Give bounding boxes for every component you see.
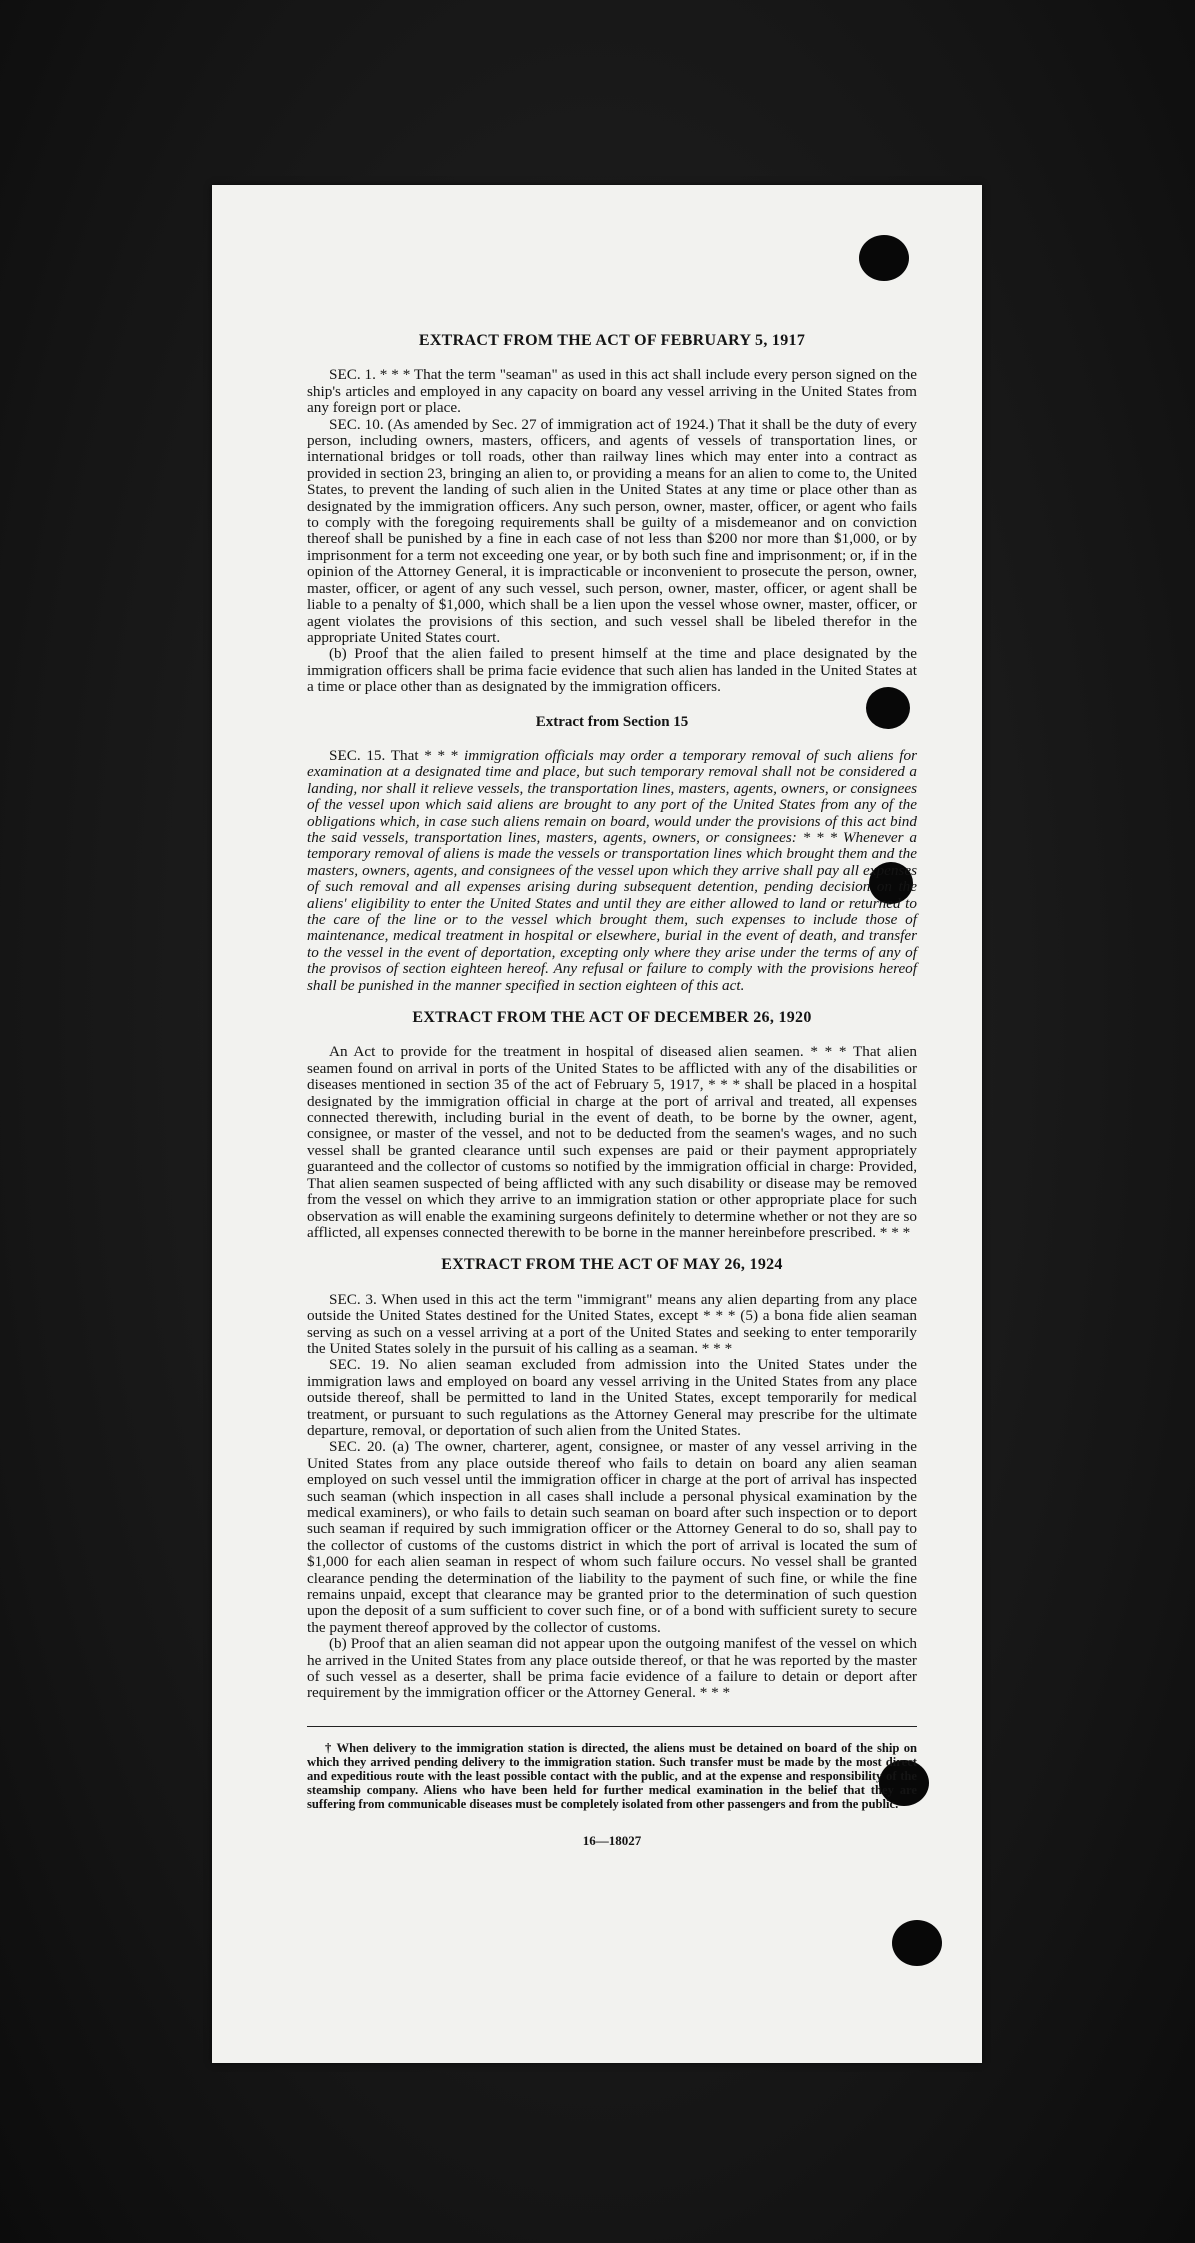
act-1920-paragraph: An Act to provide for the treatment in hospital of diseased alien seamen. * * * That alien seamen found on arrival in ports of the United States to be afflicted with any of the disabilities or diseases mentioned in section 35 of the act of February 5, 1917, * * * shall be placed in a hospital designated by the immigration official in charge at the port of arrival and treated, all expenses connected therewith, including burial in the event of death, to be borne by the owner, agent, consignee, or master of the vessel, and not to be deducted from the seamen's wages, and no such vessel shall be granted clearance until such expenses are paid or their payment appropriately guaranteed and the collector of customs so notified by the immigration official in charge: Provided, That alien seamen suspected of being afflicted with any such disability or disease may be removed from the vessel on which they arrive to an immigration station or other appropriate place for such observation as will enable the examining surgeons definitely to determine whether or not they are so afflicted, all expenses connected therewith to be borne in the manner hereinbefore prescribed. * * * — [307, 1043, 917, 1241]
punch-hole-bottom — [892, 1920, 942, 1966]
section-1924 — [307, 1292, 917, 1702]
section-1920 — [307, 1044, 917, 1241]
footnote: † When delivery to the immigration station is directed, the aliens must be detained on board of the ship on which they arrived pending delivery to the immigration station. Such transfer must be made by the most direct and expeditious route with the least possible contact with the public, and at the expense and responsibility of the steamship company. Aliens who have been held for further medical examination in the belief that they are suffering from communicable diseases must be completely isolated from other passengers and from the public. — [307, 1740, 917, 1811]
sec-3-paragraph: SEC. 3. When used in this act the term "immigrant" means any alien departing from any place outside the United States destined for the United States, except * * * (5) a bona fide alien seaman serving as such on a vessel arriving at a port of the United States and seeking to enter temporarily the United States solely in the pursuit of his calling as a seaman. * * * — [307, 1290, 917, 1357]
heading-act-1920: EXTRACT FROM THE ACT OF DECEMBER 26, 1920 — [412, 1009, 812, 1027]
page-number: 16—18027 — [582, 1832, 642, 1848]
punch-hole-top — [859, 235, 909, 281]
sec-1-paragraph: SEC. 1. * * * That the term "seaman" as used in this act shall include every person signed on the ship's articles and employed in any capacity on board any vessel arriving in the United States from any foreign port or place. — [307, 366, 917, 417]
section-15 — [307, 748, 917, 994]
sec-19-paragraph: SEC. 19. No alien seaman excluded from admission into the United States under the immigration laws and employed on board any vessel arriving in the United States from any place outside thereof, shall be permitted to land in the United States, except temporarily for medical treatment, or pursuant to such regulations as the Attorney General may prescribe for the ultimate departure, removal, or deportation of such alien from the United States. — [307, 1356, 917, 1439]
footnote-divider — [307, 1726, 917, 1727]
sec-15-paragraph — [307, 748, 917, 994]
sec-15-text: immigration officials may order a temporary removal of such aliens for examination at a designated time and place, but such temporary removal shall not be considered a landing, nor shall it relieve vessels, the transportation lines, masters, agents, owners, or consignees of the vessel upon which said aliens are brought to any port of the United States from any of the obligations which, in case such aliens remain on board, would under the provisions of this act bind the said vessels, transportation lines, masters, agents, owners, or consignees: * * * Whenever a temporary removal of aliens is made the vessels or transportation lines which brought them and the masters, owners, agents, and consignees of the vessel upon which they arrive shall pay all expenses of such removal and all expenses arising during subsequent detention, pending decision on the aliens' eligibility to enter the United States and until they are either allowed to land or returned to the care of the line or to the vessel which brought them, such expenses to include those of maintenance, medical treatment in hospital or elsewhere, burial in the event of death, and transfer to the vessel in the event of deportation, excepting only where they arise under the terms of any of the provisos of section eighteen hereof. Any refusal or failure to comply with the provisions hereof shall be punished in the manner specified in section eighteen of this act. — [307, 746, 917, 994]
sec-20-paragraph: SEC. 20. (a) The owner, charterer, agent, consignee, or master of any vessel arriving in the United States from any place outside thereof who fails to detain on board any alien seaman employed on such vessel until the immigration officer in charge at the port of arrival has inspected such seaman (which inspection in all cases shall include a personal physical examination by the medical examiners), or who fails to detain such seaman on board after such inspection or to deport such seaman if required by such immigration officer or the Attorney General to do so, shall pay to the collector of customs of the customs district in which the port of arrival is located the sum of $1,000 for each alien seaman in respect of whom such failure occurs. No vessel shall be granted clearance pending the determination of the liability to the payment of such fine, or while the fine remains unpaid, except that clearance may be granted prior to the determination of such question upon the deposit of a sum sufficient to cover such fine, or of a bond with sufficient surety to secure the payment thereof approved by the collector of customs. — [307, 1438, 917, 1636]
sec-10b-paragraph: (b) Proof that the alien failed to present himself at the time and place designated by the immigration officers shall be prima facie evidence that such alien has landed in the United States at a time or place other than as designated by the immigration officers. — [307, 645, 917, 696]
sec-10-paragraph: SEC. 10. (As amended by Sec. 27 of immigration act of 1924.) That it shall be the duty of every person, including owners, masters, officers, and agents of vessels of transportation lines, or international bridges or toll roads, other than railway lines which may enter into a contract as provided in section 23, bringing an alien to, or providing a means for an alien to come to, the United States, to prevent the landing of such alien in the United States at any time or place other than as designated by the immigration officers. Any such person, owner, master, officer, or agent who fails to comply with the foregoing requirements shall be guilty of a misdemeanor and on conviction thereof shall be punished by a fine in each case of not less than $200 nor more than $1,000, or by imprisonment for a term not exceeding one year, or by both such fine and imprisonment; or, if in the opinion of the Attorney General, it is impracticable or inconvenient to prosecute the person, owner, master, officer, or agent of any such vessel, such person, owner, master, officer, or agent shall be liable to a penalty of $1,000, which shall be a lien upon the vessel whose owner, master, officer, or agent violates the provisions of this section, and such vessel shall be libeled therefor in the appropriate United States court. — [307, 415, 917, 646]
sec-20b-paragraph: (b) Proof that an alien seaman did not appear upon the outgoing manifest of the vessel on which he arrived in the United States from any place outside thereof, or that he was reported by the master of such vessel as a deserter, shall be prima facie evidence of a failure to detain or deport after requirement by the immigration officer or the Attorney General. * * * — [307, 1635, 917, 1702]
heading-act-1924: EXTRACT FROM THE ACT OF MAY 26, 1924 — [441, 1256, 783, 1274]
document-content — [307, 333, 917, 1849]
heading-act-1917: EXTRACT FROM THE ACT OF FEBRUARY 5, 1917 — [418, 332, 806, 349]
sec-15-lead: SEC. 15. That * * * — [329, 746, 465, 764]
subheading-section-15: Extract from Section 15 — [535, 713, 689, 730]
section-1917 — [307, 367, 917, 695]
document-page — [212, 185, 982, 2063]
